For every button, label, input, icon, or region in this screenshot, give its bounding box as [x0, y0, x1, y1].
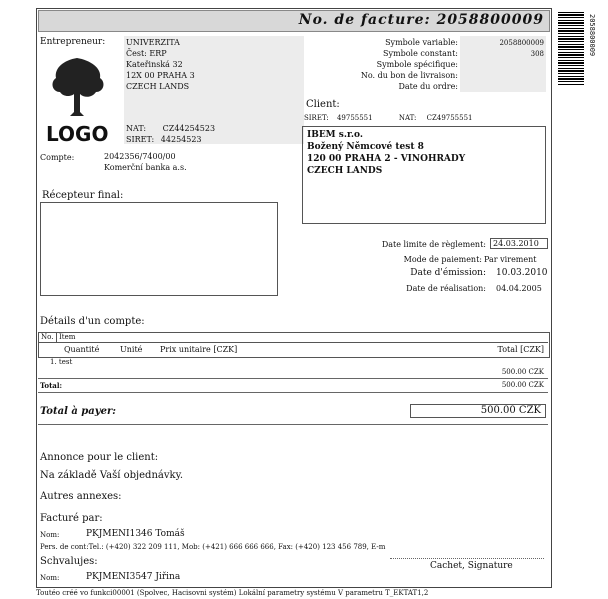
realization-date-value: 04.04.2005 [496, 284, 542, 293]
variable-symbol-label: Symbole variable: [385, 38, 458, 47]
barcode [558, 12, 584, 86]
account-info [104, 151, 187, 173]
issued-contact [40, 543, 385, 551]
client-line: IBEM s.r.o. [307, 130, 363, 140]
row-total: 500.00 CZK [501, 368, 544, 376]
client-siret-value: 49755551 [336, 114, 373, 122]
supplier-siret [126, 135, 202, 144]
supplier-line: CZECH LANDS [126, 82, 190, 91]
col-no-header: No. [41, 333, 54, 341]
client-line: 120 00 PRAHA 2 - VINOHRADY [307, 154, 466, 164]
approved-by-label: Schvalujes: [40, 556, 98, 567]
details-divider [38, 378, 548, 379]
details-total-label: Total: [40, 381, 63, 390]
invoice-number-label: No. de facture: [298, 12, 431, 28]
supplier-label: Entrepreneur: [40, 37, 106, 47]
details-total-value: 500.00 CZK [501, 381, 544, 389]
payment-mode-label: Mode de paiement: [403, 255, 482, 264]
col-qty-header: Quantité [64, 345, 100, 354]
supplier-line: Kateřinská 32 [126, 60, 183, 69]
col-price-header: Prix unitaire [CZK] [160, 345, 238, 354]
supplier-nat-label: NAT: [126, 124, 147, 133]
pay-divider [38, 424, 548, 425]
delivery-note-label: No. du bon de livraison: [360, 71, 458, 80]
issue-date-label: Date d'émission: [410, 268, 486, 278]
client-nat-value: CZ49755551 [426, 114, 473, 122]
client-address-box [302, 126, 546, 224]
details-col-divider [56, 332, 57, 342]
final-recipient-box [40, 202, 278, 296]
specific-symbol-label: Symbole spécifique: [376, 60, 458, 69]
account-number: 2042356/7400/00 [104, 152, 176, 161]
due-date-label: Date limite de règlement: [381, 240, 486, 249]
supplier-address [126, 37, 195, 92]
invoice-number-value: 2058800009 [436, 12, 544, 28]
realization-date-label: Date de réalisation: [406, 284, 486, 293]
details-bottom-divider [38, 392, 548, 393]
constant-symbol-label: Symbole constant: [383, 49, 458, 58]
client-label: Client: [306, 99, 340, 110]
supplier-nat-value: CZ44254523 [162, 124, 216, 133]
account-bank: Komerční banka a.s. [104, 163, 187, 172]
total-to-pay-value: 500.00 CZK [410, 404, 546, 418]
other-annexes-label: Autres annexes: [40, 491, 122, 502]
details-title: Détails d'un compte: [40, 316, 145, 327]
supplier-siret-value: 44254523 [160, 135, 202, 144]
approved-name-value: PKJMENI3547 Jiřina [86, 572, 181, 582]
announcement-text: Na základě Vaší objednávky. [40, 470, 184, 481]
constant-symbol-value: 308 [530, 50, 544, 58]
row-no: 1. [50, 358, 57, 366]
issued-by-label: Facturé par: [40, 513, 103, 524]
details-header-divider [38, 342, 548, 343]
payment-mode-value: Par virement [484, 255, 537, 264]
row-item: test [58, 358, 73, 366]
final-recipient-label: Récepteur final: [42, 190, 124, 201]
footer-note: Toutéo créé vo funkci00001 (Spolvec, Hacisovni systém) Lokální parametry systému V parametru T_EKTAT1,2 [36, 589, 429, 597]
issue-date-value: 10.03.2010 [496, 268, 548, 278]
supplier-line: Čest: ERP [126, 49, 167, 58]
supplier-line: 12X 00 PRAHA 3 [126, 71, 195, 80]
client-line: CZECH LANDS [307, 166, 383, 176]
issued-name-value: PKJMENI1346 Tomáš [86, 529, 185, 539]
account-label: Compte: [40, 153, 75, 162]
approved-name-label: Nom: [40, 574, 60, 582]
col-total-header: Total [CZK] [497, 345, 544, 354]
col-item-header: Item [59, 333, 76, 341]
issued-contact-label: Pers. de cont: [40, 543, 89, 551]
supplier-siret-label: SIRET: [126, 135, 155, 144]
order-date-label: Date du ordre: [398, 82, 458, 91]
announcement-label: Annonce pour le client: [40, 452, 159, 463]
variable-symbol-value: 2058800009 [499, 39, 544, 47]
supplier-nat [126, 124, 215, 133]
payment-ref-labels [330, 37, 458, 92]
logo-text: LOGO [46, 122, 109, 146]
signature-line [390, 558, 544, 559]
client-nat-label: NAT: [398, 114, 417, 122]
issued-name-label: Nom: [40, 531, 60, 539]
issued-contact-value: Tel.: (+420) 322 209 111, Mob: (+421) 666 666 666, Fax: (+420) 123 456 789, E-m [88, 543, 386, 551]
barcode-text: 2058800009 [588, 14, 596, 57]
due-date-value: 24.03.2010 [490, 238, 548, 249]
invoice-number-heading [299, 12, 544, 28]
payment-ref-values [462, 38, 544, 60]
client-siret-label: SIRET: [304, 114, 329, 122]
tree-logo-icon [46, 54, 108, 118]
signature-label: Cachet, Signature [430, 561, 513, 571]
client-line: Božený Němcové test 8 [307, 142, 424, 152]
total-to-pay-label: Total à payer: [40, 406, 116, 417]
supplier-line: UNIVERZITA [126, 38, 180, 47]
table-row [50, 358, 72, 366]
col-unit-header: Unité [120, 345, 143, 354]
client-ids [304, 114, 473, 122]
